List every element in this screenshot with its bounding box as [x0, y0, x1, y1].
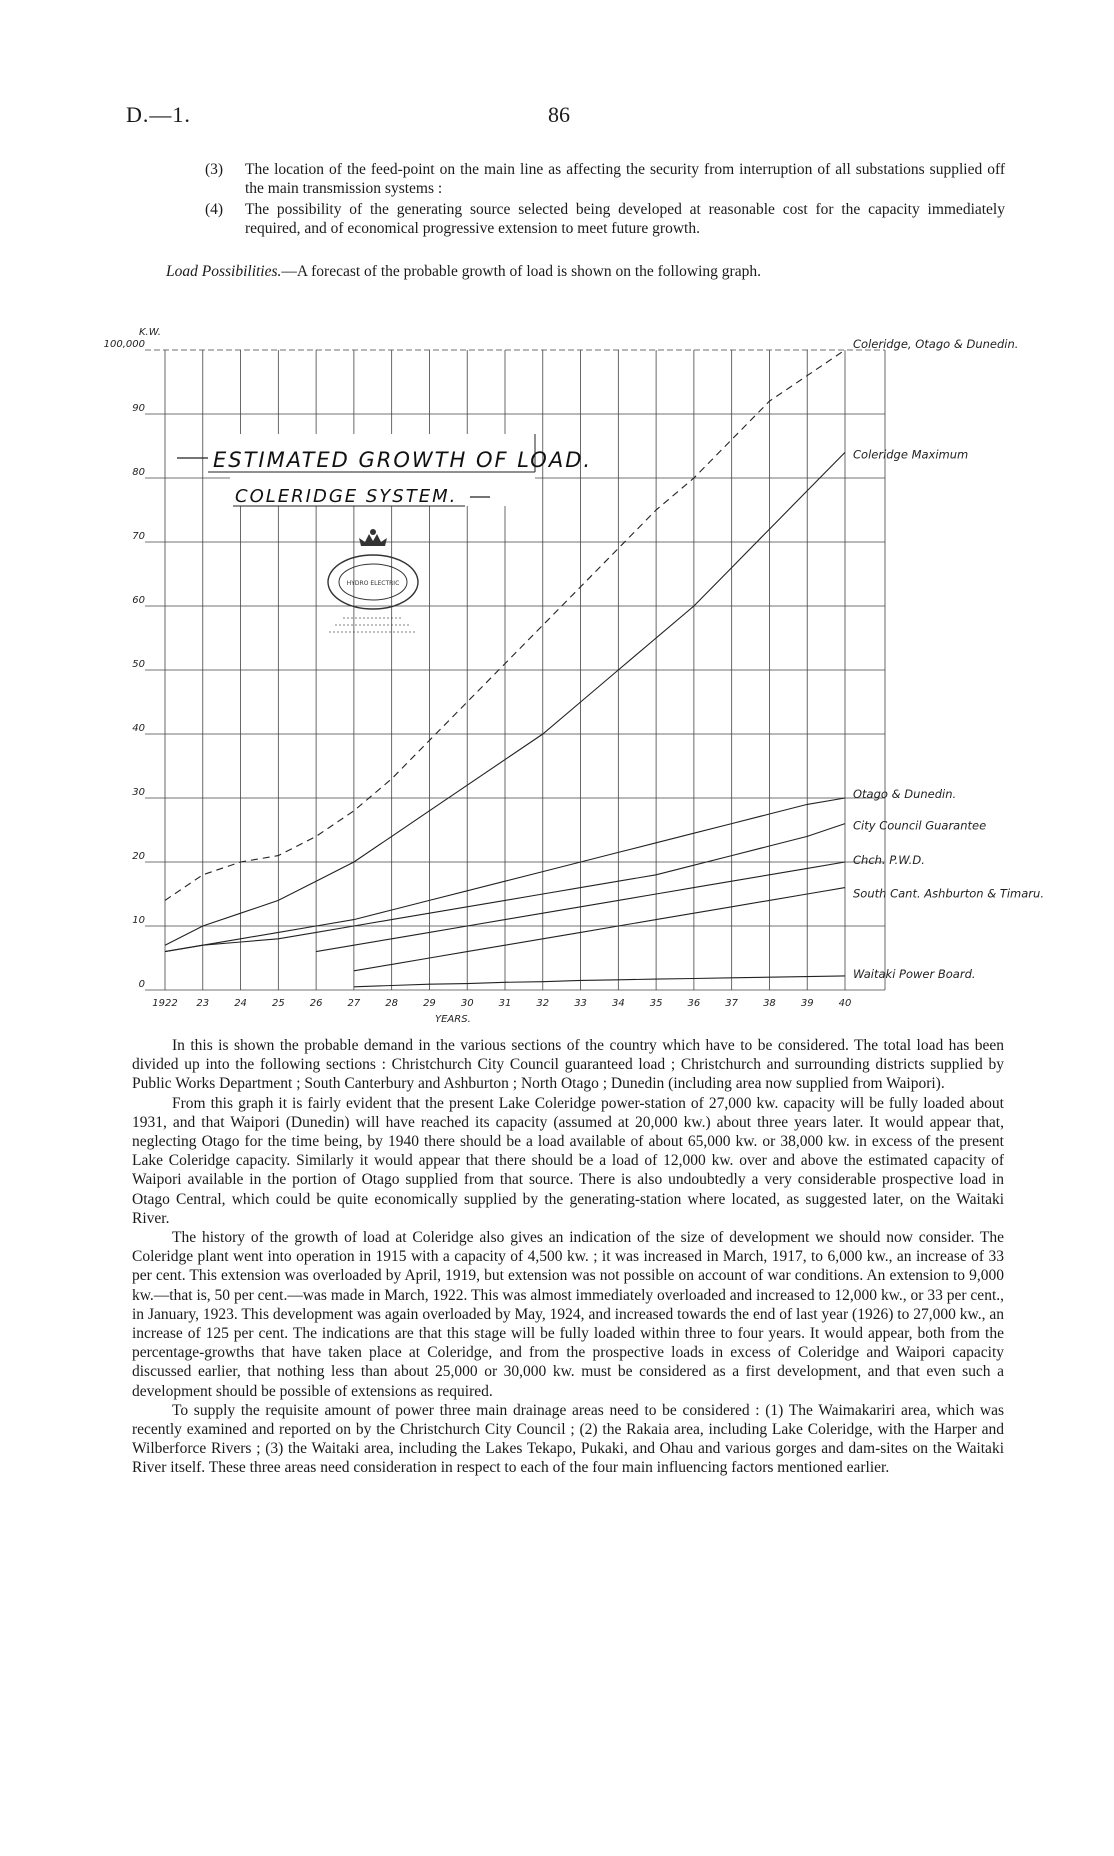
paragraph: The history of the growth of load at Coleridge also gives an indication of the size of development we should now consider. The Coleridge plant went into operation in 1915 with a capacity of 4,500 kw. ; it was increased in March, 1917, to 6,000 kw., an increase of 33 per cent. This extension was overloaded by April, 1919, but extension was not possible on account of war conditions. An extension to 9,000 kw.—that is, 50 per cent.—was made in March, 1922. This was almost immediately overloaded and increased to 12,000 kw., or 33 per cent., in January, 1923. This development was again overloaded by May, 1924, and increased towards the end of last year (1926) to 27,000 kw., an increase of 125 per cent. The indications are that this stage will be fully loaded within three to four years. It would appear, both from the percentage-growths that have taken place at Coleridge, and from the prospective loads in excess of Coleridge and Waipori capacity discussed earlier, that nothing less than about 25,000 or 30,000 kw. must be considered as a first development, and that even such a development should be possible of extensions as required. — [132, 1229, 1004, 1400]
x-tick-label: 36 — [687, 998, 701, 1009]
series-line — [354, 888, 845, 971]
x-tick-label: 33 — [574, 998, 587, 1009]
chart-title: ESTIMATED GROWTH OF LOAD. — [213, 448, 593, 472]
y-axis-label: K.W. — [139, 327, 161, 338]
series-labels — [853, 337, 1044, 981]
chart-title-box — [177, 434, 592, 507]
series-label: Otago & Dunedin. — [853, 787, 957, 801]
x-tick-label: 40 — [838, 998, 852, 1009]
x-tick-label: 24 — [234, 998, 247, 1009]
intro-paragraph — [126, 262, 1004, 281]
x-tick-label: 29 — [423, 998, 436, 1009]
y-tick-label: 30 — [132, 787, 145, 798]
y-tick-label: 80 — [132, 467, 145, 478]
y-tick-label: 70 — [132, 531, 145, 542]
series-label: Chch. P.W.D. — [853, 853, 925, 867]
crown-emblem-icon — [328, 529, 418, 632]
y-tick-label: 50 — [132, 659, 145, 670]
paragraph: From this graph it is fairly evident that the present Lake Coleridge power-station of 27,000 kw. capacity will be fully loaded about 1931, and that Waipori (Dunedin) will have reached its capacity (assumed at 20,000 kw.) about three years later. It would appear that, neglecting Otago for the time being, by 1940 there should be a load available of about 65,000 kw. or 38,000 kw. in excess of the present Lake Coleridge capacity. Similarly it would appear that there should be a load of 12,000 kw. over and above the estimated capacity of Waipori available in the portion of Otago supplied from that source. There is also undoubtedly a very considerable prospective load in Otago Central, which could be quite economically supplied by the generating-station where located, as suggested later, on the Waitaki River. — [132, 1094, 1004, 1227]
y-tick-label: 100,000 — [103, 339, 145, 350]
y-tick-label: 90 — [132, 403, 145, 414]
x-tick-label: 37 — [725, 998, 739, 1009]
x-tick-label: 39 — [800, 998, 814, 1009]
list-item-text: The possibility of the generating source selected being developed at reasonable cost for the capacity immediately required, and of economical progressive extension to meet future growth. — [245, 201, 1005, 237]
x-tick-label: 31 — [498, 998, 512, 1009]
y-tick-label: 20 — [132, 851, 145, 862]
x-tick-label: 25 — [271, 998, 285, 1009]
y-tick-label: 60 — [132, 595, 145, 606]
x-tick-label: 32 — [536, 998, 550, 1009]
list-item — [205, 200, 1005, 238]
report-code: D.—1. — [126, 102, 191, 127]
load-growth-chart — [103, 322, 1045, 1027]
x-tick-label: 38 — [763, 998, 776, 1009]
x-tick-label: 23 — [196, 998, 210, 1009]
series-label: City Council Guarantee — [853, 818, 987, 833]
body-text — [132, 1036, 1004, 1478]
y-tick-label: 40 — [132, 723, 145, 734]
y-tick-label: 10 — [132, 915, 145, 926]
list-item-text: The location of the feed-point on the main line as affecting the security from interruption of all substations supplied off the main transmission systems : — [245, 161, 1005, 197]
x-tick-label: 28 — [385, 998, 399, 1009]
x-tick-label: 35 — [649, 998, 663, 1009]
x-tick-label: 1922 — [152, 998, 178, 1009]
paragraph: In this is shown the probable demand in the various sections of the country which have to be considered. The total load has been divided up into the following sections : Christchurch City Council guaranteed load ; Christchurch and surrounding districts supplied by Public Works Department ; South Canterbury and Ashburton ; North Otago ; Dunedin (including area now supplied from Waipori). — [132, 1037, 1004, 1093]
x-tick-label: 34 — [611, 998, 625, 1009]
list-item — [205, 160, 1005, 198]
intro-text: —A forecast of the probable growth of load is shown on the following graph. — [281, 263, 761, 280]
x-axis-label: YEARS. — [435, 1014, 471, 1025]
list-item-number: (4) — [205, 201, 224, 218]
series-label: Coleridge Maximum — [853, 447, 969, 462]
y-tick-label: 0 — [138, 979, 145, 990]
series-label: South Cant. Ashburton & Timaru. — [853, 886, 1044, 901]
series-label: Coleridge, Otago & Dunedin. — [853, 337, 1019, 351]
stamp-text: HYDRO ELECTRIC — [346, 580, 400, 587]
x-tick-label: 27 — [347, 998, 361, 1009]
chart-subtitle: COLERIDGE SYSTEM. — [235, 486, 458, 507]
list-item-number: (3) — [205, 161, 224, 178]
paragraph: To supply the requisite amount of power three main drainage areas need to be considered : (1) The Waimakariri area, which was recently examined and reported on by the Christchurch City Council ; (2) the Rakaia area, including Lake Coleridge, with the Harper and Wilberforce Rivers ; (3) the Waitaki area, including the Lakes Tekapo, Pukaki, and Ohau and various gorges and dam-sites on the Waitaki River itself. These three areas need consideration in respect to each of the four main influencing factors mentioned earlier. — [132, 1401, 1004, 1477]
section-heading: Load Possibilities. — [166, 263, 282, 280]
page-number: 86 — [548, 102, 570, 127]
series-label: Waitaki Power Board. — [853, 966, 976, 981]
series-line — [354, 976, 845, 987]
x-tick-label: 30 — [460, 998, 474, 1009]
x-tick-label: 26 — [309, 998, 323, 1009]
